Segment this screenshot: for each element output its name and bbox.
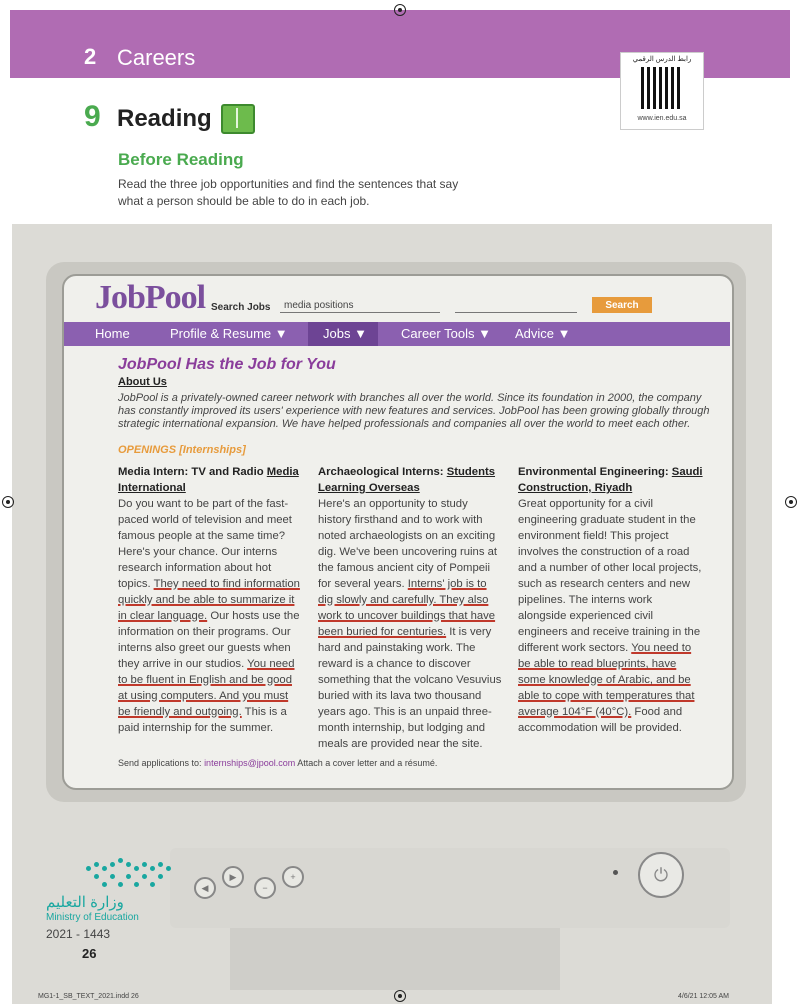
job-text: Here's an opportunity to study history firsthand and to work with noted archaeologists on an exciting dig. We've been uncovering ruins at the famous ancient city of Pompeii for several years.: [318, 498, 498, 590]
job-text: This is a paid internship for the summer.: [118, 706, 287, 734]
ministry-name-arabic: وزارة التعليم: [46, 894, 124, 911]
monitor-left-arrow-icon: ◀: [194, 877, 216, 899]
ministry-name-english: Ministry of Education: [46, 912, 139, 923]
qr-url: www.ien.edu.sa: [637, 115, 687, 122]
qr-label: رابط الدرس الرقمي: [632, 56, 692, 63]
before-reading-title: Before Reading: [118, 150, 244, 169]
job-listing: [518, 464, 703, 736]
search-input[interactable]: [280, 298, 440, 313]
jobpool-logo[interactable]: JobPool: [95, 279, 206, 316]
site-nav-bar: [64, 322, 730, 346]
nav-advice[interactable]: Advice ▼: [515, 326, 571, 341]
about-us-label: About Us: [118, 376, 167, 388]
section-number: 9: [84, 100, 101, 133]
send-suffix: Attach a cover letter and a résumé.: [295, 758, 438, 768]
registration-mark-icon: [394, 4, 406, 16]
monitor-right-arrow-icon: ▶: [222, 866, 244, 888]
job-text: Do you want to be part of the fast-paced world of television and meet famous people at the same time? Here's your chance. Our interns research information about hot topics.: [118, 498, 292, 590]
job-text: It is very hard and painstaking work. The reward is a chance to discover something that the volcano Vesuvius buried with its lava two thousand years ago. This is an unpaid three-month internship, but lodging and meals are provided near the site.: [318, 626, 502, 750]
job-title: [118, 464, 303, 496]
job-underlined-requirement: They need to find information quickly and be able to summarize it in clear language.: [118, 578, 300, 622]
nav-career-tools[interactable]: Career Tools ▼: [401, 326, 491, 341]
search-label: Search Jobs: [211, 302, 271, 313]
job-listing: [318, 464, 503, 752]
before-reading-instructions: Read the three job opportunities and find the sentences that say what a person should be able to do in each job.: [118, 177, 459, 208]
unit-title: Careers: [117, 45, 196, 70]
job-underlined-requirement: You need to be able to read blueprints, have some knowledge of Arabic, and be able to cope with temperatures that average 104°F (40°C).: [518, 642, 695, 718]
job-title-company[interactable]: Media International: [118, 466, 299, 494]
power-icon: ⏻: [638, 852, 684, 898]
job-title-role: Media Intern: TV and Radio: [118, 466, 267, 478]
job-text: Great opportunity for a civil engineering graduate student in the environment field! This project involves the construction of a road and a number of other local projects, such as research centers and new pipelines. The interns work alongside experienced civil engineers and receive training in the different work sectors.: [518, 498, 702, 654]
site-headline: JobPool Has the Job for You: [118, 356, 336, 373]
secondary-search-input[interactable]: [455, 298, 577, 313]
job-text: Food and accommodation will be provided.: [518, 706, 683, 734]
job-underlined-requirement: Interns' job is to dig slowly and carefully. They also work to uncover buildings that have been buried for centuries.: [318, 578, 496, 638]
job-title-role: Environmental Engineering:: [518, 466, 672, 478]
job-text: Our hosts use the information on their programs. Our interns also greet our guests when they arrive in our studios.: [118, 610, 300, 670]
job-underlined-requirement: You need to be fluent in English and be good at using computers. And you must be friendly and outgoing.: [118, 658, 295, 718]
print-slug-file: MG1-1_SB_TEXT_2021.indd 26: [38, 993, 139, 1000]
openings-heading: OPENINGS [Internships]: [118, 444, 246, 456]
job-title-company[interactable]: Saudi Construction, Riyadh: [518, 466, 703, 494]
monitor-plus-icon: +: [282, 866, 304, 888]
power-led: [613, 870, 618, 875]
monitor-minus-icon: −: [254, 877, 276, 899]
job-title-role: Archaeological Interns:: [318, 466, 447, 478]
unit-number: 2: [84, 44, 97, 69]
registration-mark-icon: [394, 990, 406, 1002]
job-title-company[interactable]: Students Learning Overseas: [318, 466, 496, 494]
nav-jobs[interactable]: Jobs ▼: [323, 326, 367, 341]
qr-code-icon: [641, 67, 683, 109]
ministry-logo-icon: [86, 858, 176, 892]
send-applications-line: [118, 758, 437, 768]
registration-mark-icon: [785, 496, 797, 508]
job-title: [318, 464, 503, 496]
section-title: Reading: [117, 105, 212, 132]
book-icon: [221, 104, 255, 134]
nav-home[interactable]: Home: [95, 326, 130, 341]
qr-panel[interactable]: [620, 52, 704, 130]
about-us-text: JobPool is a privately-owned career network with branches all over the world. Since its foundation in 2000, the company has constantly improved its users' experience with new features and services. JobPool has been growing globally through strategic international expansion. We have helped professionals and companies all over the world to meet each other.: [118, 392, 710, 430]
job-listing: [118, 464, 303, 736]
send-email-link[interactable]: internships@jpool.com: [204, 758, 296, 768]
nav-profile-resume[interactable]: Profile & Resume ▼: [170, 326, 288, 341]
page-number: 26: [82, 946, 97, 961]
search-button[interactable]: Search: [592, 297, 652, 313]
print-slug-date: 4/6/21 12:05 AM: [678, 993, 729, 1000]
job-title: [518, 464, 703, 496]
send-prefix: Send applications to:: [118, 758, 205, 768]
academic-year: 2021 - 1443: [46, 927, 111, 941]
registration-mark-icon: [2, 496, 14, 508]
